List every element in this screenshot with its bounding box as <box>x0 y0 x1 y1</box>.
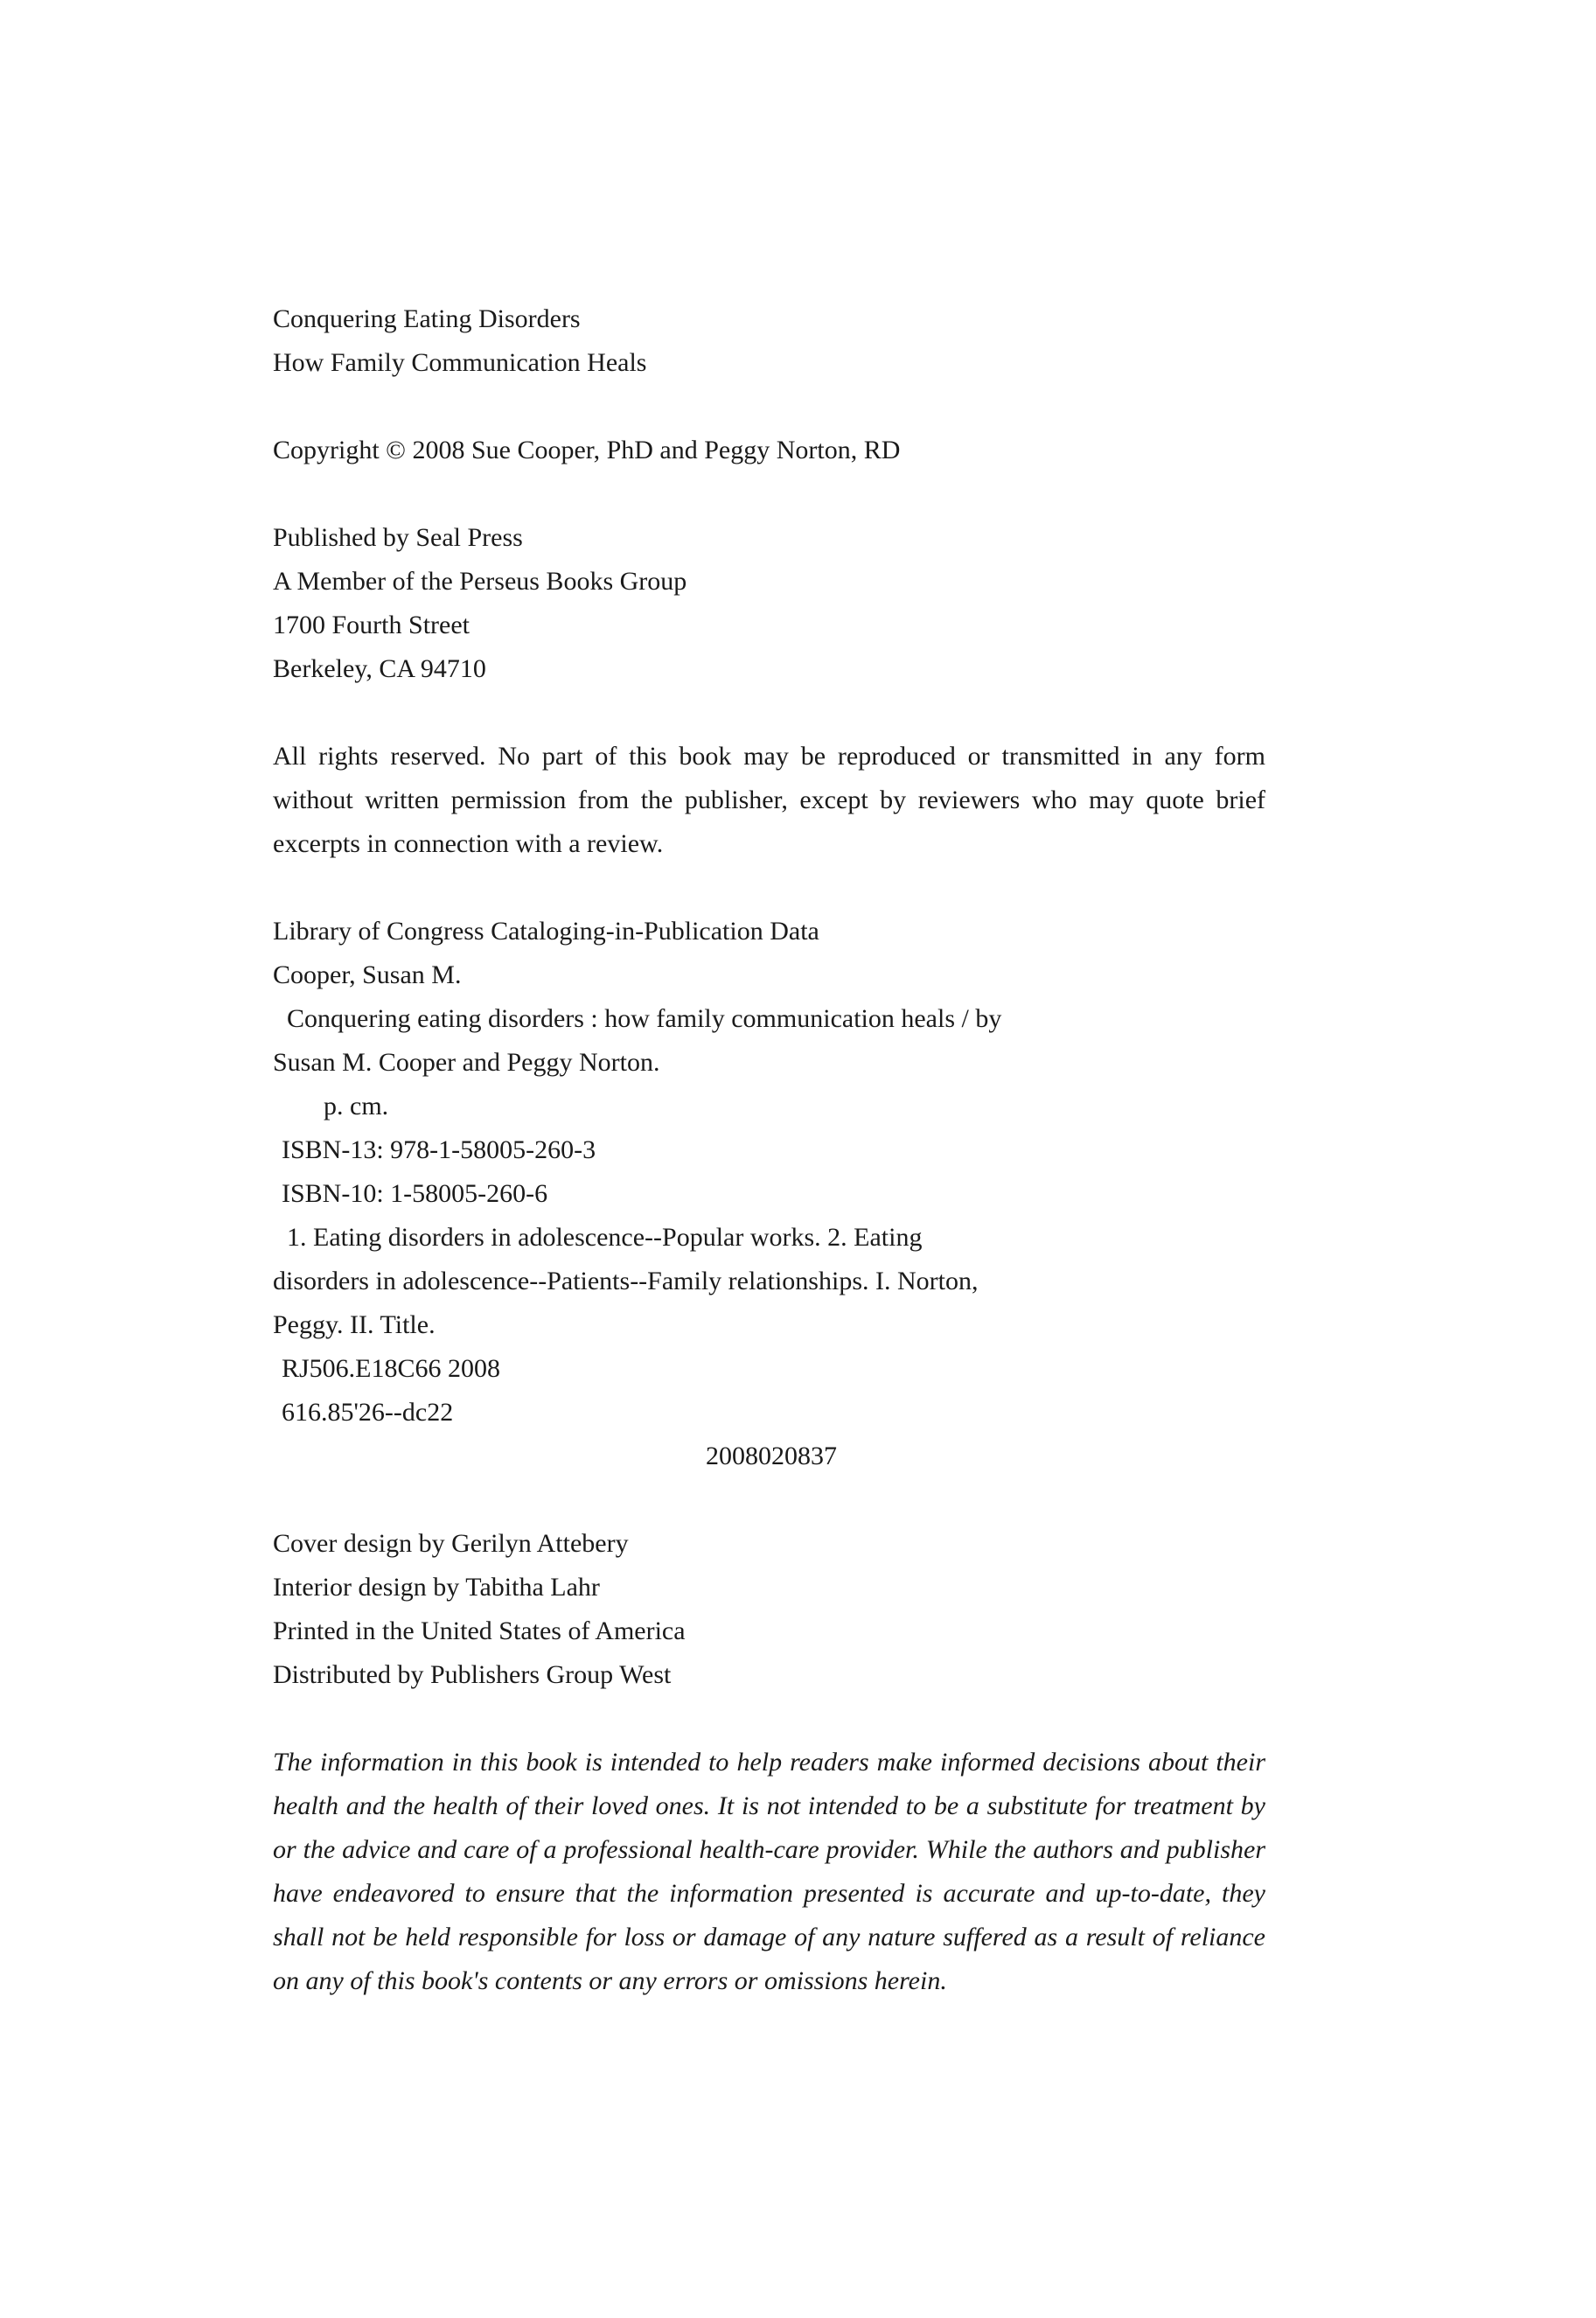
disclaimer-block <box>273 1741 1265 2003</box>
rights-block <box>273 735 1265 866</box>
book-title: Conquering Eating Disorders <box>273 304 581 333</box>
rights-statement: All rights reserved. No part of this book may be reproduced or transmitted in any form without written permission from the publisher, except by reviewers who may quote brief excerpts in connection with a review. <box>273 742 1265 858</box>
cip-isbn13: ISBN-13: 978-1-58005-260-3 <box>282 1135 596 1164</box>
book-subtitle: How Family Communication Heals <box>273 348 647 377</box>
publisher-block <box>273 516 1265 691</box>
cip-title-line: Susan M. Cooper and Peggy Norton. <box>273 1048 660 1077</box>
cip-block <box>273 910 1265 1478</box>
cip-subjects-line: 1. Eating disorders in adolescence--Popular works. 2. Eating <box>287 1223 923 1252</box>
publisher-group: A Member of the Perseus Books Group <box>273 567 687 596</box>
credit-interior: Interior design by Tabitha Lahr <box>273 1573 600 1602</box>
cip-pages: p. cm. <box>324 1092 389 1121</box>
credit-cover: Cover design by Gerilyn Attebery <box>273 1529 629 1558</box>
cip-heading: Library of Congress Cataloging-in-Publication Data <box>273 917 819 946</box>
publisher-city: Berkeley, CA 94710 <box>273 654 486 683</box>
cip-subjects-line: Peggy. II. Title. <box>273 1310 436 1339</box>
cip-lc-class: RJ506.E18C66 2008 <box>282 1354 501 1383</box>
spacer <box>273 691 1265 735</box>
cip-author: Cooper, Susan M. <box>273 960 462 989</box>
spacer <box>273 1478 1265 1522</box>
credit-distributed: Distributed by Publishers Group West <box>273 1660 672 1689</box>
credits-block <box>273 1522 1265 1697</box>
credit-printed: Printed in the United States of America <box>273 1616 686 1645</box>
spacer <box>273 866 1265 910</box>
cip-subjects-line: disorders in adolescence--Patients--Family relationships. I. Norton, <box>273 1267 979 1295</box>
copyright-notice: Copyright © 2008 Sue Cooper, PhD and Peggy Norton, RD <box>273 436 901 464</box>
spacer <box>273 385 1265 429</box>
title-block <box>273 297 1265 385</box>
disclaimer-text: The information in this book is intended to help readers make informed decisions about their health and the health of their loved ones. It is not intended to be a substitute for treatment by or the advice and care of a professional health-care provider. While the authors and publisher have endeavored to ensure that the information presented is accurate and up-to-date, they shall not be held responsible for loss or damage of any nature suffered as a result of reliance on any of this book's contents or any errors or omissions herein. <box>273 1748 1265 1995</box>
publisher-line: Published by Seal Press <box>273 523 523 552</box>
cip-isbn10: ISBN-10: 1-58005-260-6 <box>282 1179 548 1208</box>
copyright-page <box>273 297 1265 2003</box>
publisher-street: 1700 Fourth Street <box>273 611 470 639</box>
cip-title-line: Conquering eating disorders : how family communication heals / by <box>287 1004 1002 1033</box>
spacer <box>273 472 1265 516</box>
spacer <box>273 1697 1265 1741</box>
cip-dewey: 616.85'26--dc22 <box>282 1398 454 1427</box>
cip-lccn: 2008020837 <box>706 1442 837 1470</box>
copyright-block <box>273 429 1265 472</box>
